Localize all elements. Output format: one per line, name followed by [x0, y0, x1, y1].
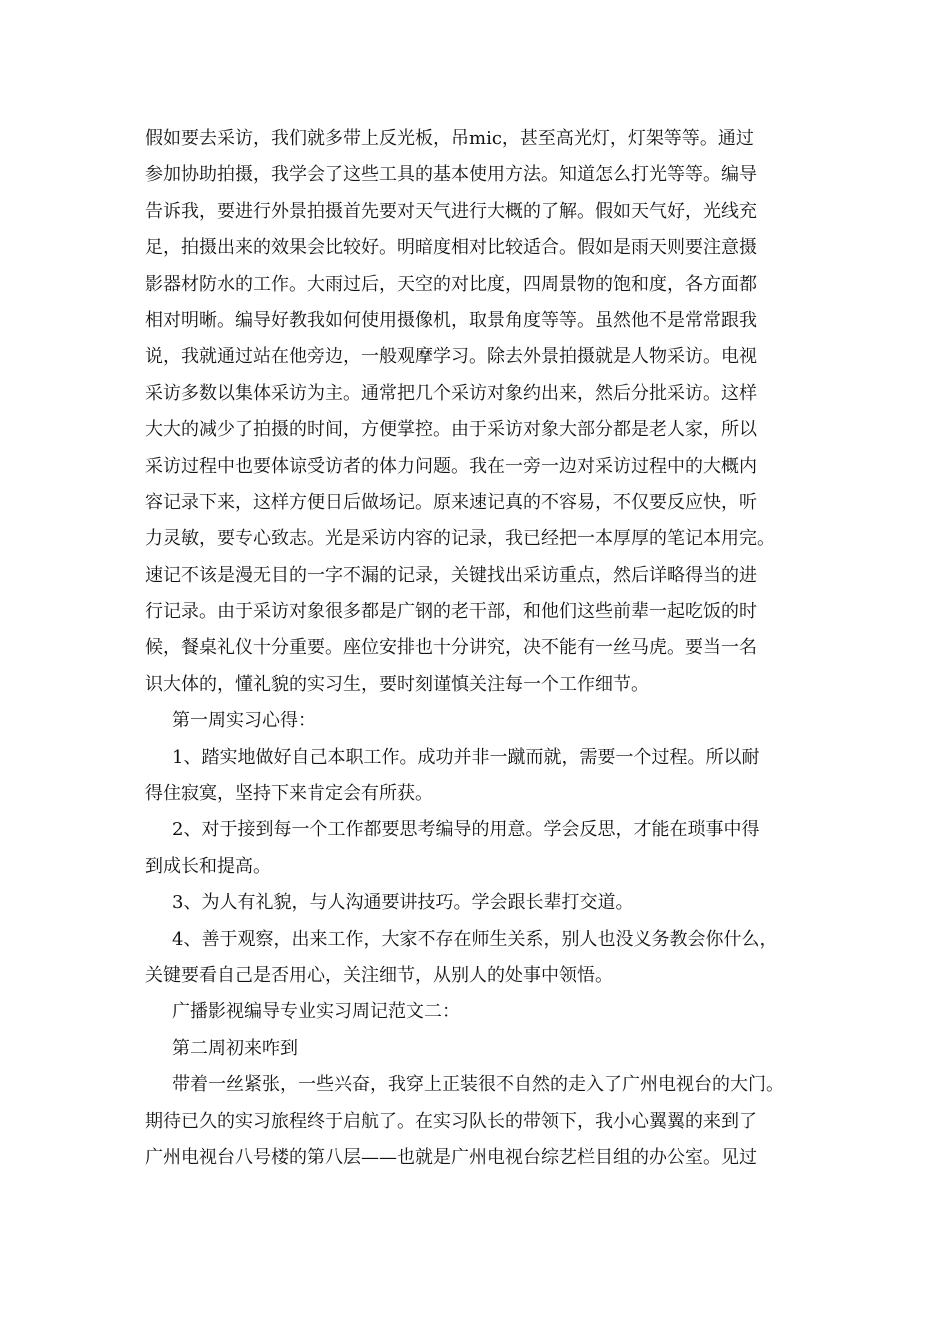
text-line: 关键要看自己是否用心，关注细节，从别人的处事中领悟。: [145, 964, 613, 986]
text-line: 假如要去采访，我们就多带上反光板，吊mic，甚至高光灯，灯架等等。通过: [145, 128, 754, 149]
text-line: 大大的减少了拍摄的时间，方便掌控。由于采访对象大部分都是老人家，所以: [145, 419, 757, 441]
text-line: 容记录下来，这样方便日后做场记。原来速记真的不容易，不仅要反应快，听: [145, 491, 757, 513]
text-line: 2、对于接到每一个工作都要思考编导的用意。学会反思，才能在琐事中得: [172, 819, 760, 841]
text-line: 广播影视编导专业实习周记范文二：: [172, 1001, 460, 1023]
text-line: 第一周实习心得：: [172, 710, 316, 732]
text-line: 影器材防水的工作。大雨过后，天空的对比度，四周景物的饱和度，各方面都: [145, 273, 757, 295]
text-line: 候，餐桌礼仪十分重要。座位安排也十分讲究，决不能有一丝马虎。要当一名: [145, 637, 757, 659]
text-line: 3、为人有礼貌，与人沟通要讲技巧。学会跟长辈打交道。: [172, 892, 634, 914]
text-line: 足，拍摄出来的效果会比较好。明暗度相对比较适合。假如是雨天则要注意摄: [145, 237, 757, 259]
text-line: 1、踏实地做好自己本职工作。成功并非一蹴而就，需要一个过程。所以耐: [172, 746, 760, 768]
text-line: 采访过程中也要体谅受访者的体力问题。我在一旁一边对采访过程中的大概内: [145, 455, 757, 477]
text-line: 得住寂寞，坚持下来肯定会有所获。: [145, 783, 433, 805]
text-line: 力灵敏，要专心致志。光是采访内容的记录，我已经把一本厚厚的笔记本用完。: [145, 528, 775, 550]
text-line: 行记录。由于采访对象很多都是广钢的老干部，和他们这些前辈一起吃饭的时: [145, 601, 757, 623]
document-body: [145, 121, 810, 1176]
text-line: 带着一丝紧张，一些兴奋，我穿上正装很不自然的走入了广州电视台的大门。: [172, 1074, 784, 1096]
text-line: 说，我就通过站在他旁边，一般观摩学习。除去外景拍摄就是人物采访。电视: [145, 346, 757, 368]
text-line: 到成长和提高。: [145, 855, 271, 877]
text-line: 第二周初来咋到: [172, 1037, 298, 1059]
text-line: 相对明晰。编导好教我如何使用摄像机，取景角度等等。虽然他不是常常跟我: [145, 309, 757, 331]
text-line: 期待已久的实习旅程终于启航了。在实习队长的带领下，我小心翼翼的来到了: [145, 1110, 757, 1132]
text-line: 4、善于观察，出来工作，大家不存在师生关系，别人也没义务教会你什么，: [172, 928, 778, 950]
text-line: 采访多数以集体采访为主。通常把几个采访对象约出来，然后分批采访。这样: [145, 382, 757, 404]
text-line: 告诉我，要进行外景拍摄首先要对天气进行大概的了解。假如天气好，光线充: [145, 200, 757, 222]
text-line: 参加协助拍摄，我学会了这些工具的基本使用方法。知道怎么打光等等。编导: [145, 164, 757, 186]
text-line: 广州电视台八号楼的第八层——也就是广州电视台综艺栏目组的办公室。见过: [145, 1146, 757, 1168]
text-line: 识大体的，懂礼貌的实习生，要时刻谨慎关注每一个工作细节。: [145, 673, 649, 695]
text-line: 速记不该是漫无目的一字不漏的记录，关键找出采访重点，然后详略得当的进: [145, 564, 757, 586]
